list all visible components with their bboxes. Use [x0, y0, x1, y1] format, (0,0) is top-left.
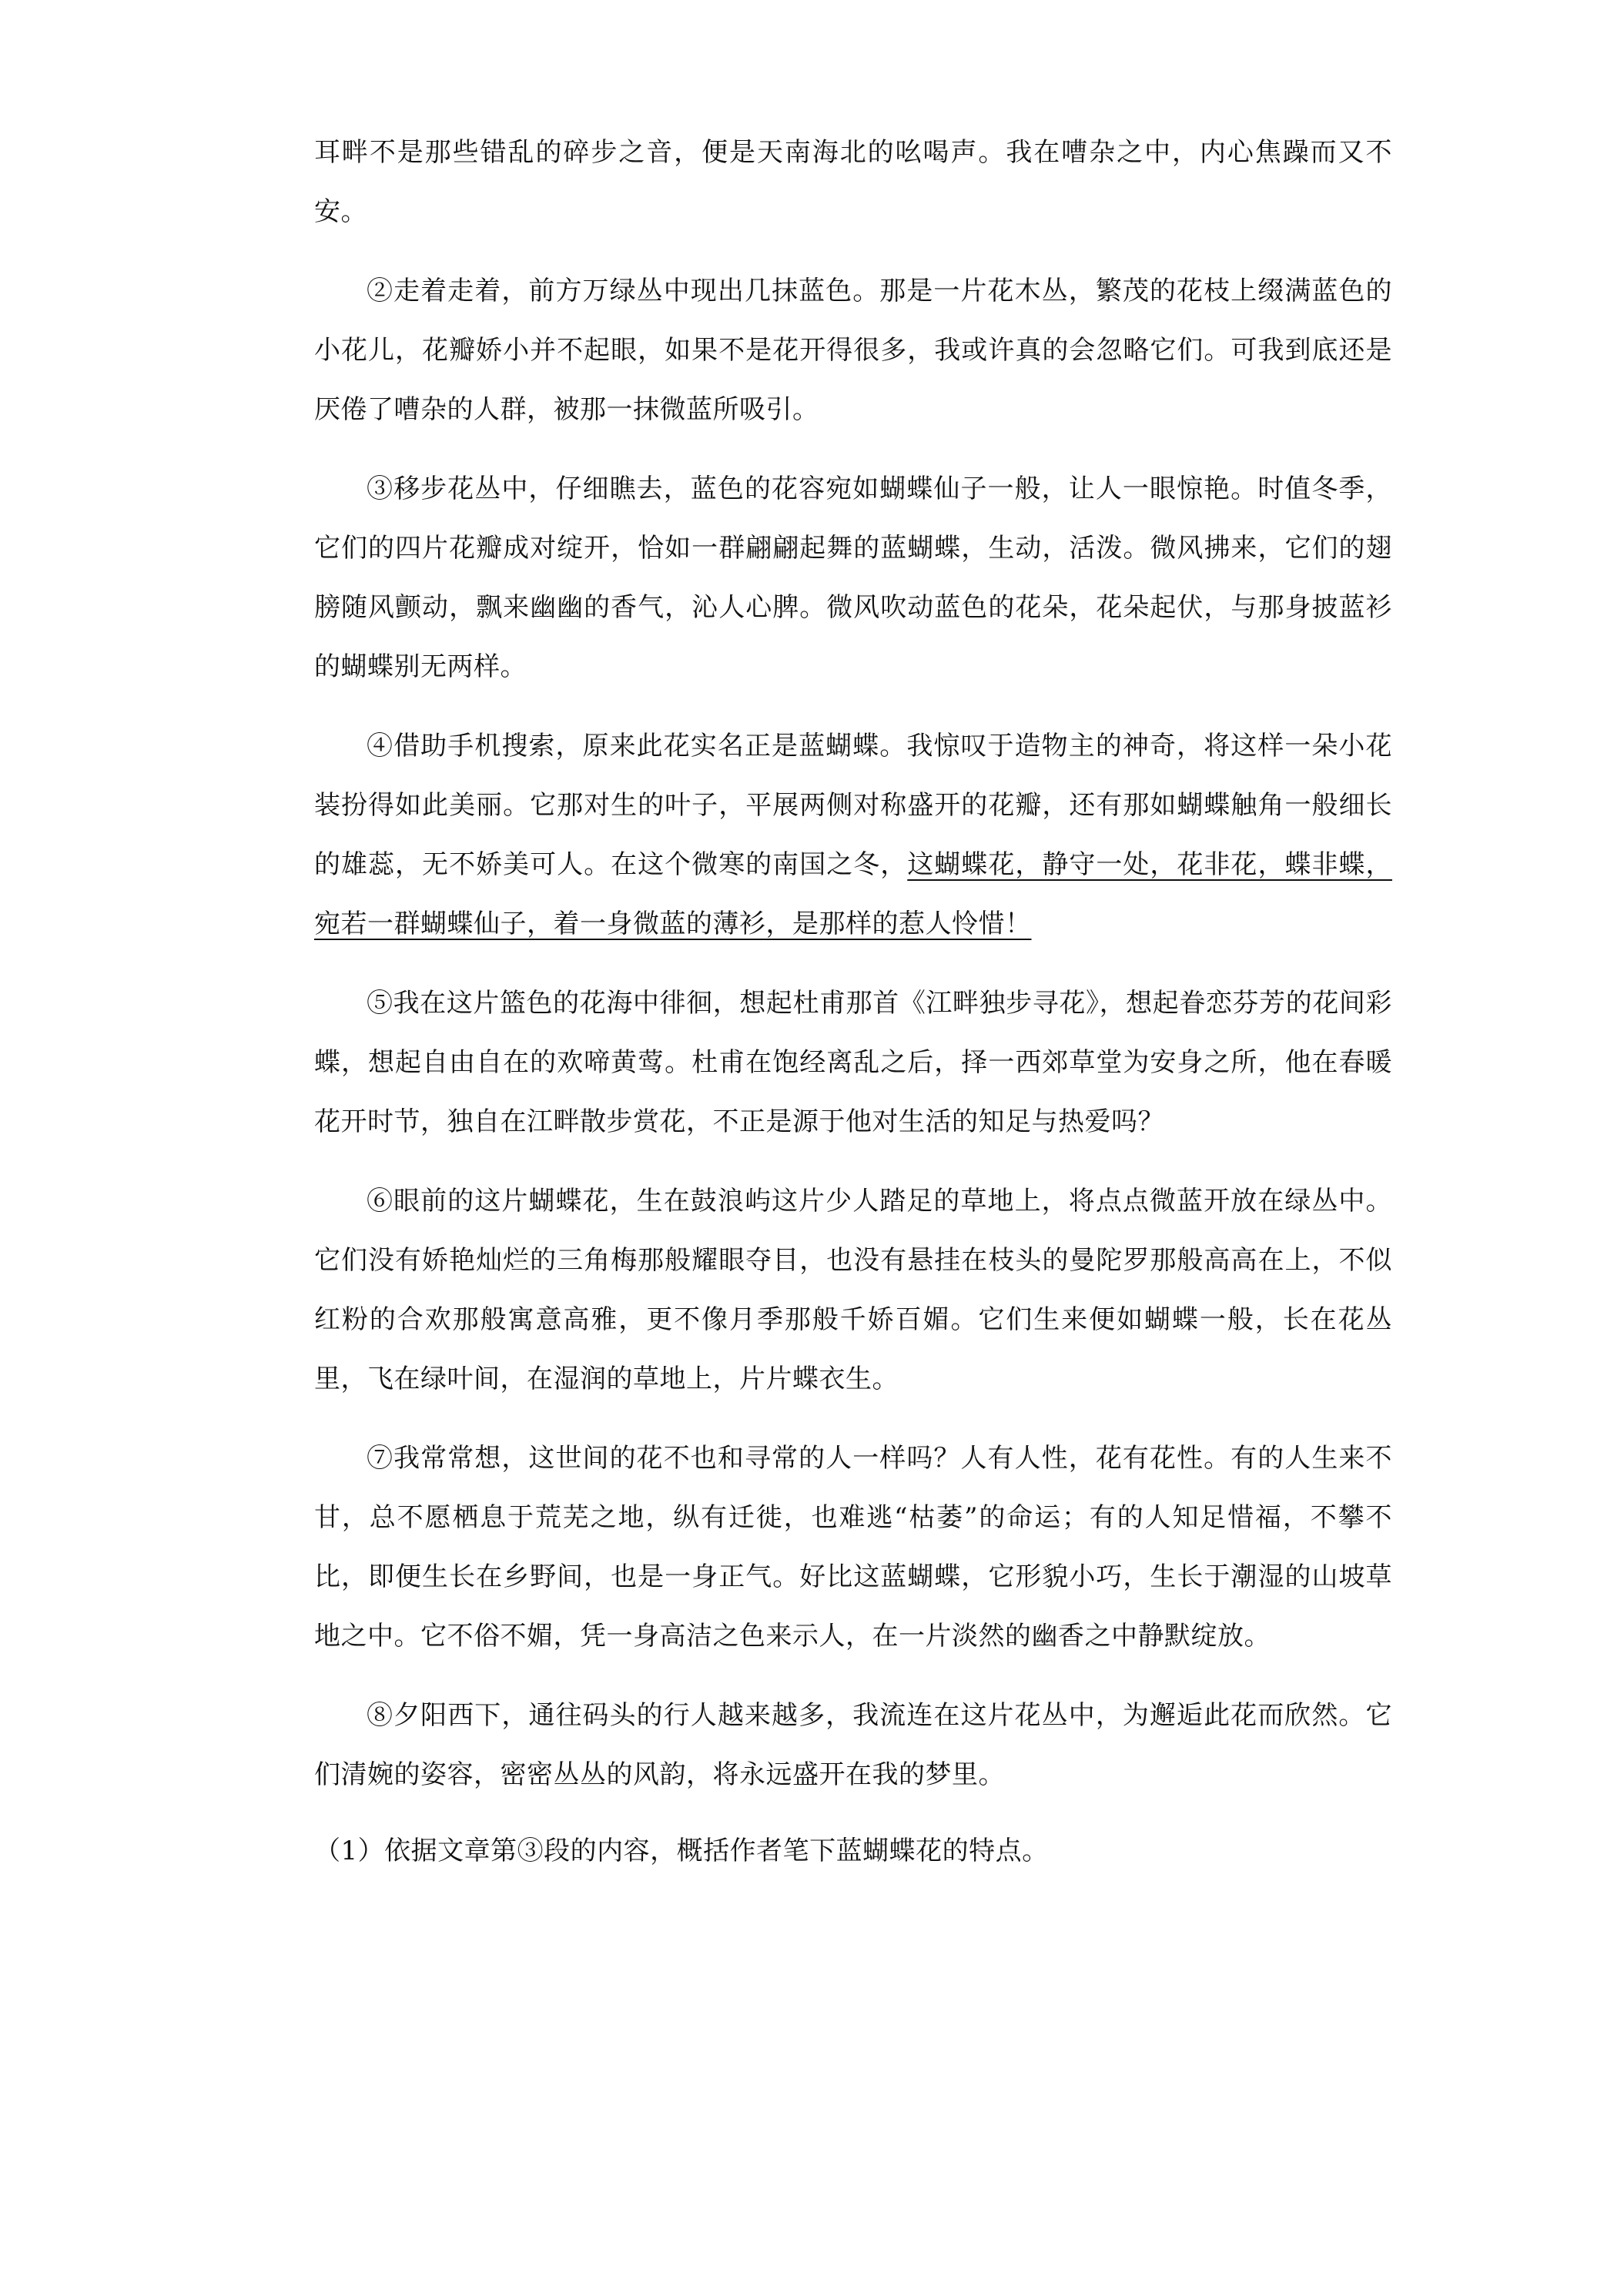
paragraph-continued: 耳畔不是那些错乱的碎步之音，便是天南海北的吆喝声。我在嘈杂之中，内心焦躁而又不安。: [314, 137, 1392, 227]
paragraph-2: ②走着走着，前方万绿丛中现出几抹蓝色。那是一片花木丛，繁茂的花枝上缀满蓝色的小花儿，花瓣娇小并不起眼，如果不是花开得很多，我或许真的会忽略它们。可我到底还是厌倦了嘈杂的人群，被那一抹微蓝所吸引。: [314, 276, 1392, 425]
paragraph-6: ⑥眼前的这片蝴蝶花，生在鼓浪屿这片少人踏足的草地上，将点点微蓝开放在绿丛中。它们没有娇艳灿烂的三角梅那般耀眼夺目，也没有悬挂在枝头的曼陀罗那般高高在上，不似红粉的合欢那般寓意高雅，更不像月季那般千娇百媚。它们生来便如蝴蝶一般，长在花丛里，飞在绿叶间，在湿润的草地上，片片蝶衣生。: [314, 1186, 1392, 1394]
question-1: （1）依据文章第③段的内容，概括作者笔下蓝蝴蝶花的特点。: [314, 1836, 1049, 1866]
paragraph-3: ③移步花丛中，仔细瞧去，蓝色的花容宛如蝴蝶仙子一般，让人一眼惊艳。时值冬季，它们的四片花瓣成对绽开，恰如一群翩翩起舞的蓝蝴蝶，生动，活泼。微风拂来，它们的翅膀随风颤动，飘来幽幽的香气，沁人心脾。微风吹动蓝色的花朵，花朵起伏，与那身披蓝衫的蝴蝶别无两样。: [314, 474, 1392, 682]
paragraph-5: ⑤我在这片篮色的花海中徘徊，想起杜甫那首《江畔独步寻花》，想起眷恋芬芳的花间彩蝶，想起自由自在的欢啼黄莺。杜甫在饱经离乱之后，择一西郊草堂为安身之所，他在春暖花开时节，独自在江畔散步赏花，不正是源于他对生活的知足与热爱吗？: [314, 988, 1392, 1137]
underlined-sentence: 这蝴蝶花，静守一处，花非花，蝶非蝶，宛若一群蝴蝶仙子，着一身微蓝的薄衫，是那样的惹人怜惜！: [314, 849, 1392, 939]
paragraph-4-text: ④借助手机搜索，原来此花实名正是蓝蝴蝶。我惊叹于造物主的神奇，将这样一朵小花装扮得如此美丽。它那对生的叶子，平展两侧对称盛开的花瓣，还有那如蝴蝶触角一般细长的雄蕊，无不娇美可人。在这个微寒的南国之冬，: [314, 731, 1392, 880]
article-body: [314, 123, 1392, 1881]
paragraph-4: [314, 717, 1392, 954]
paragraph-8: ⑧夕阳西下，通往码头的行人越来越多，我流连在这片花丛中，为邂逅此花而欣然。它们清婉的姿容，密密丛丛的风韵，将永远盛开在我的梦里。: [314, 1700, 1392, 1790]
paragraph-7: ⑦我常常想，这世间的花不也和寻常的人一样吗？人有人性，花有花性。有的人生来不甘，总不愿栖息于荒芜之地，纵有迁徙，也难逃“枯萎”的命运；有的人知足惜福，不攀不比，即便生长在乡野间，也是一身正气。好比这蓝蝴蝶，它形貌小巧，生长于潮湿的山坡草地之中。它不俗不媚，凭一身高洁之色来示人，在一片淡然的幽香之中静默绽放。: [314, 1443, 1392, 1652]
